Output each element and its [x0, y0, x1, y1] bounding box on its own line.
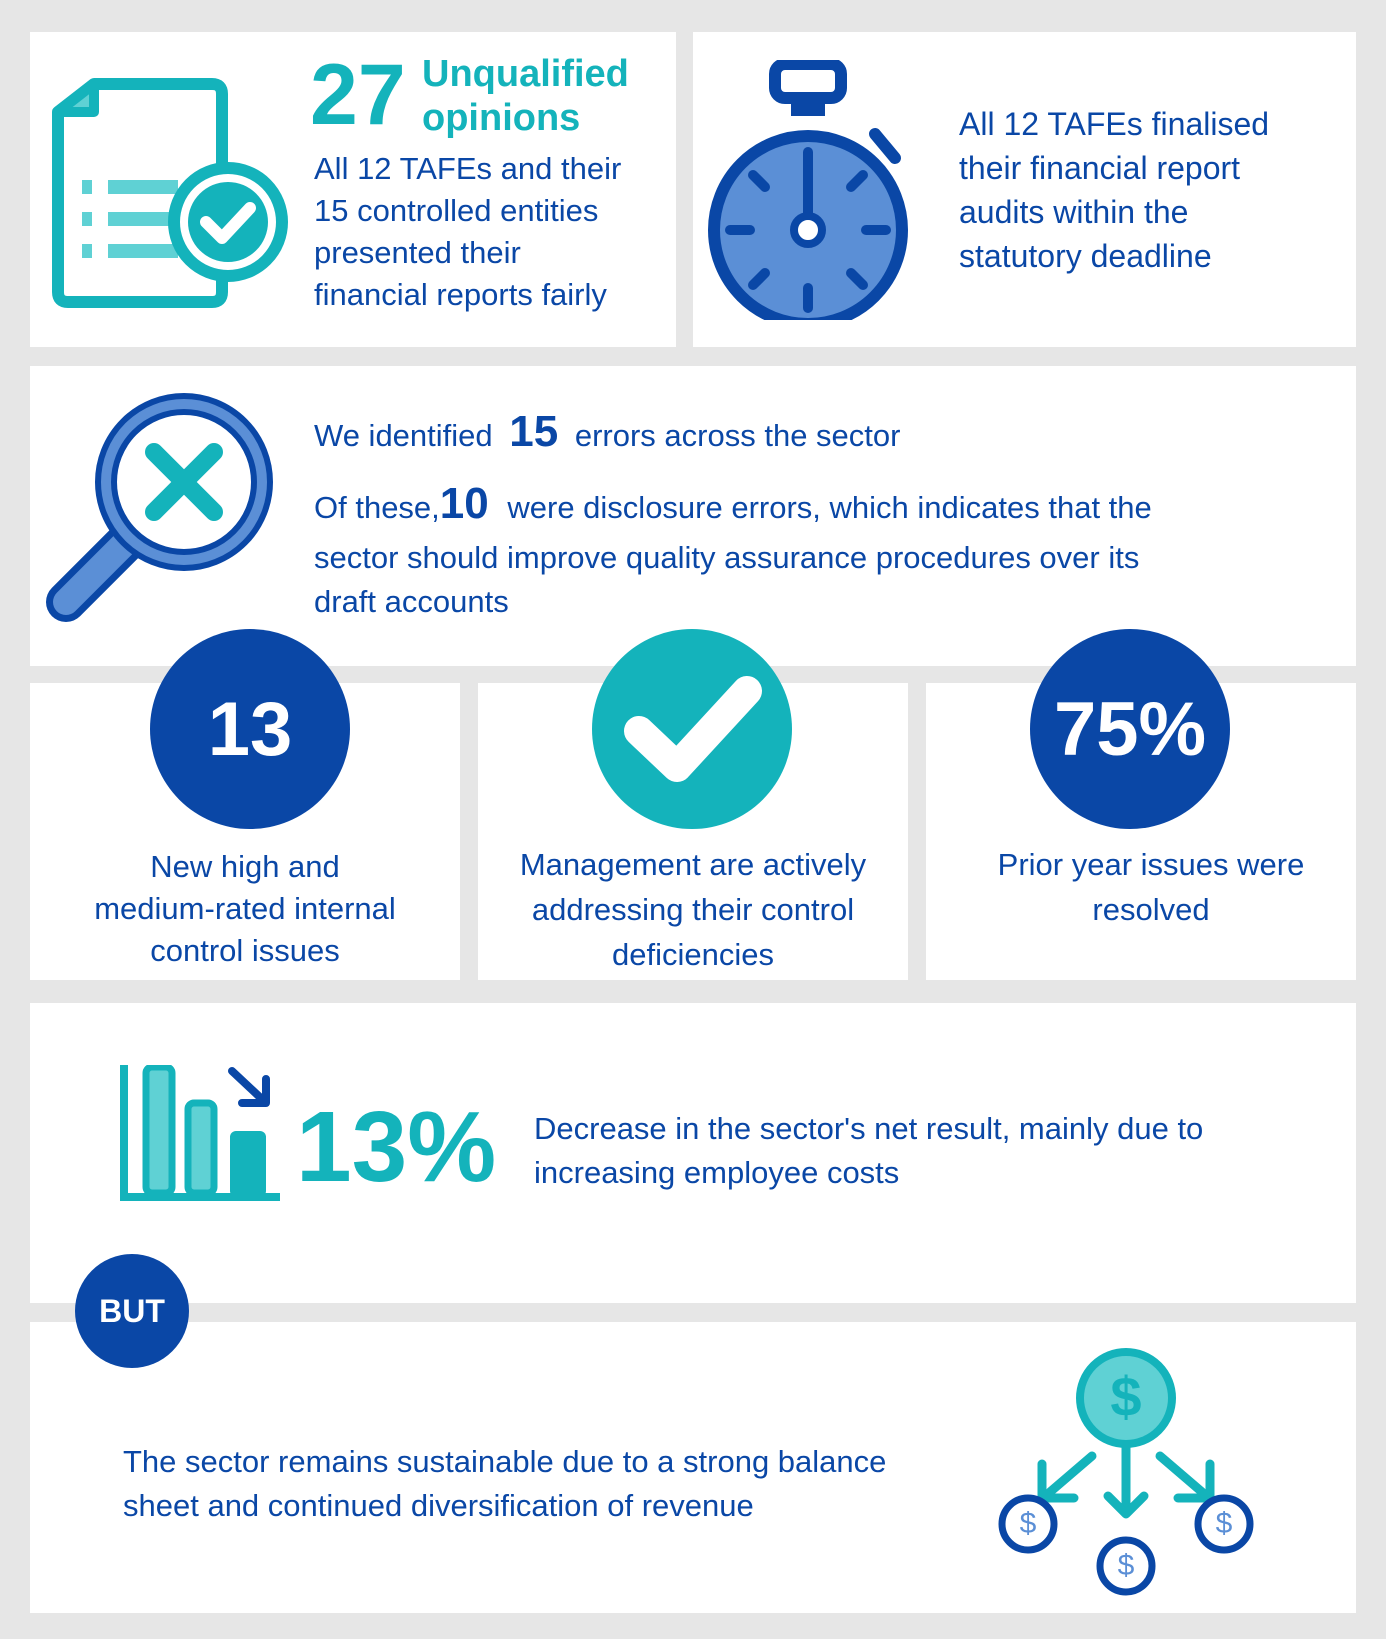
net-result-panel — [30, 1003, 1356, 1303]
deadline-panel — [693, 32, 1356, 347]
bar-chart-decrease-icon — [120, 1065, 280, 1201]
management-line2: addressing their control — [531, 892, 855, 927]
checkmark-icon — [617, 669, 767, 789]
management-description — [478, 842, 908, 977]
deadline-line4: statutory deadline — [959, 238, 1212, 274]
management-check-circle — [592, 629, 792, 829]
sustainability-panel — [30, 1322, 1356, 1613]
opinions-description — [314, 148, 621, 316]
opinions-panel — [30, 32, 676, 347]
opinions-desc-line4: financial reports fairly — [314, 277, 607, 312]
but-badge — [75, 1254, 189, 1368]
coin-symbol-right: $ — [1215, 1507, 1233, 1540]
resolved-description — [926, 842, 1376, 932]
resolved-value-circle — [1030, 629, 1230, 829]
errors-detail-line3: draft accounts — [314, 584, 509, 619]
opinions-desc-line3: presented their — [314, 235, 521, 270]
net-result-line2: increasing employee costs — [534, 1155, 900, 1190]
opinions-desc-line1: All 12 TAFEs and their — [314, 151, 622, 186]
errors-detail-line2: sector should improve quality assurance procedures over its — [314, 540, 1140, 575]
coin-symbol-left: $ — [1019, 1507, 1037, 1540]
errors-detail-count: 10 — [439, 479, 489, 528]
errors-detail — [314, 474, 1152, 538]
net-result-description — [534, 1107, 1203, 1195]
issues-line2: medium-rated internal — [94, 891, 396, 926]
opinions-label-line1: Unqualified — [422, 53, 629, 95]
management-line1: Management are actively — [519, 847, 867, 882]
sustainability-line2: sheet and continued diversification of revenue — [123, 1488, 754, 1523]
errors-detail-tail: were disclosure errors, which indicates that the — [507, 490, 1152, 525]
magnifier-x-icon — [44, 392, 294, 642]
issues-value-circle — [150, 629, 350, 829]
resolved-line1: Prior year issues were — [997, 847, 1305, 882]
issues-value: 13 — [207, 686, 293, 772]
deadline-line3: audits within the — [959, 194, 1189, 230]
issues-line1: New high and — [150, 849, 340, 884]
opinions-number: 27 — [310, 47, 406, 143]
errors-panel — [30, 366, 1356, 666]
coin-symbol-large: $ — [1110, 1365, 1142, 1428]
deadline-line2: their financial report — [959, 150, 1241, 186]
errors-detail-prefix: Of these, — [314, 490, 440, 525]
errors-count: 15 — [509, 407, 559, 456]
deadline-description — [959, 102, 1269, 278]
issues-description — [30, 846, 460, 972]
but-badge-label: BUT — [99, 1292, 165, 1329]
resolved-value: 75% — [1053, 686, 1207, 772]
stopwatch-icon — [707, 60, 927, 320]
errors-intro — [314, 402, 900, 466]
issues-line3: control issues — [150, 933, 340, 968]
opinions-desc-line2: 15 controlled entities — [314, 193, 599, 228]
opinions-label-line2: opinions — [422, 97, 581, 139]
document-check-icon — [52, 72, 292, 312]
deadline-line1: All 12 TAFEs finalised — [959, 106, 1270, 142]
coin-symbol-center: $ — [1117, 1549, 1135, 1582]
management-line3: deficiencies — [612, 937, 774, 972]
resolved-line2: resolved — [1092, 892, 1210, 927]
sustainability-description — [123, 1440, 886, 1528]
net-result-value: 13% — [296, 1091, 497, 1203]
errors-intro-text: We identified — [314, 418, 493, 453]
net-result-line1: Decrease in the sector's net result, mainly due to — [534, 1111, 1204, 1146]
errors-intro-tail: errors across the sector — [574, 418, 901, 453]
sustainability-line1: The sector remains sustainable due to a strong balance — [123, 1444, 887, 1479]
errors-detail-continued — [314, 536, 1139, 624]
